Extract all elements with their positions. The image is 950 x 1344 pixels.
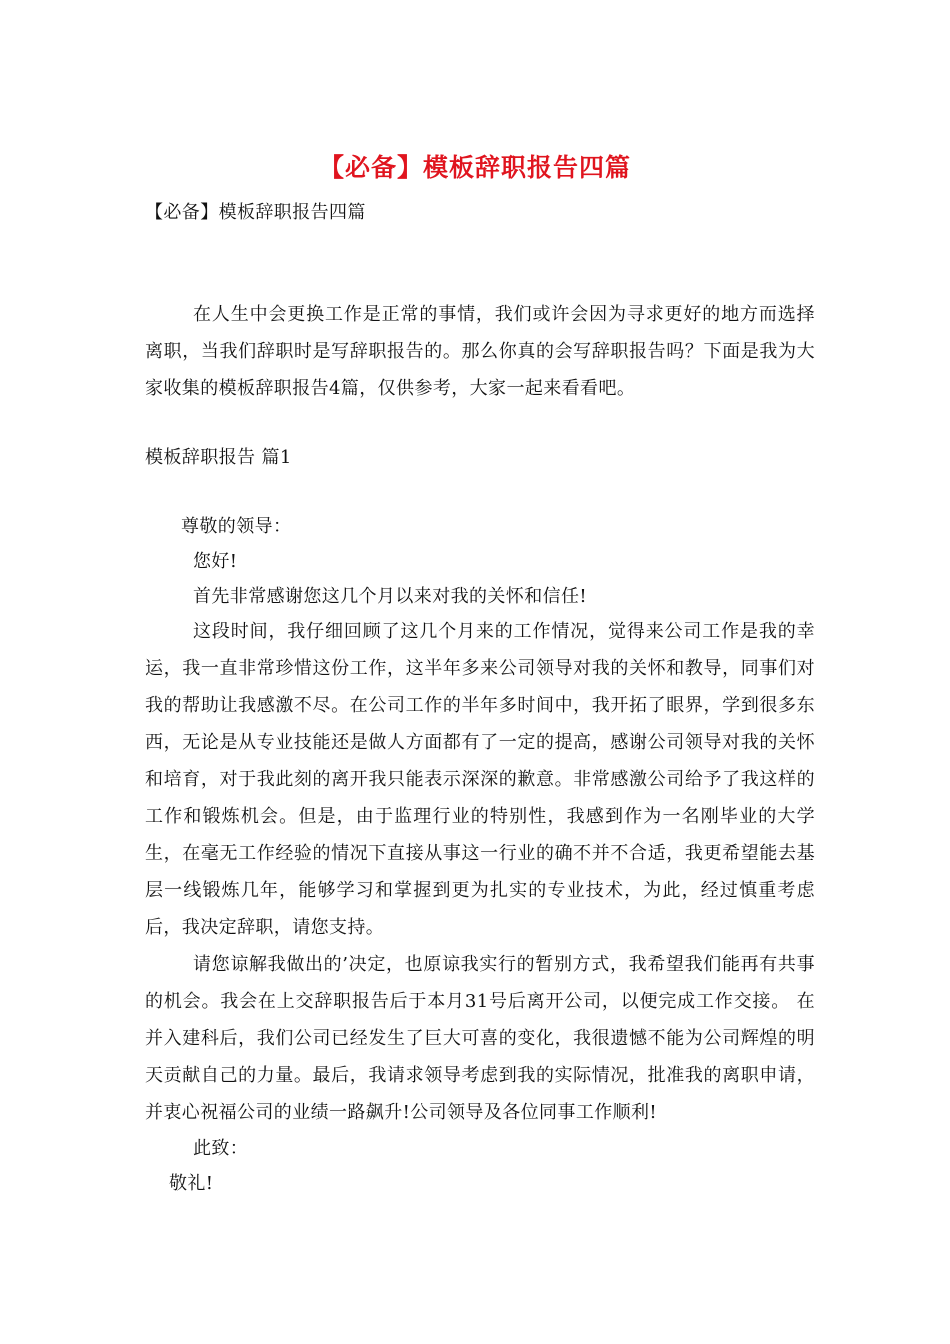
section-heading: 模板辞职报告 篇1 xyxy=(145,447,292,468)
intro-paragraph: 在人生中会更换工作是正常的事情，我们或许会因为寻求更好的地方而选择离职，当我们辞职时是写辞职报告的。那么你真的会写辞职报告吗？下面是我为大家收集的模板辞职报告4篇，仅供参考，大家一起来看看吧。 xyxy=(145,304,815,399)
letter-paragraph-2: 这段时间，我仔细回顾了这几个月来的工作情况，觉得来公司工作是我的幸运，我一直非常珍惜这份工作，这半年多来公司领导对我的关怀和教导，同事们对我的帮助让我感激不尽。在公司工作的半年多时间中，我开拓了眼界，学到很多东西，无论是从专业技能还是做人方面都有了一定的提高，感谢公司领导对我的关怀和培育，对于我此刻的离开我只能表示深深的歉意。非常感激公司给予了我这样的工作和锻炼机会。但是，由于监理行业的特别性，我感到作为一名刚毕业的大学生，在毫无工作经验的情况下直接从事这一行业的确不并不合适，我更希望能去基层一线锻炼几年，能够学习和掌握到更为扎实的专业技术，为此，经过慎重考虑后，我决定辞职，请您支持。 xyxy=(145,621,815,938)
closing-line-1: 此致： xyxy=(193,1138,249,1159)
greeting: 您好! xyxy=(193,551,238,572)
document-title: 【必备】模板辞职报告四篇 xyxy=(318,153,631,182)
closing-line-2: 敬礼! xyxy=(169,1173,214,1194)
letter-paragraph-1: 首先非常感谢您这几个月以来对我的关怀和信任! xyxy=(193,586,588,607)
document-subtitle: 【必备】模板辞职报告四篇 xyxy=(145,202,366,223)
letter-paragraph-3: 请您谅解我做出的’决定，也原谅我实行的暂别方式，我希望我们能再有共事的机会。我会在上交辞职报告后于本月31号后离开公司，以便完成工作交接。 在并入建科后，我们公司已经发生了巨大可喜的变化，我很遗憾不能为公司辉煌的明天贡献自己的力量。最后，我请求领导考虑到我的实际情况，批准我的离职申请，并衷心祝福公司的业绩一路飙升!公司领导及各位同事工作顺利! xyxy=(145,954,815,1123)
salutation: 尊敬的领导： xyxy=(181,516,292,537)
